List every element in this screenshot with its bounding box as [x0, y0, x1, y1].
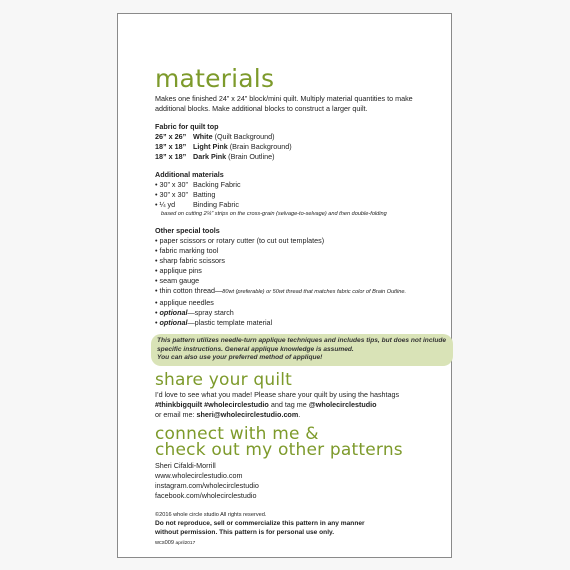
- additional-qty: • 30” x 30”: [155, 180, 188, 189]
- tool-item: • paper scissors or rotary cutter (to cut out templates): [155, 236, 325, 245]
- facebook-link[interactable]: facebook.com/wholecirclestudio: [155, 491, 257, 501]
- tool-item: [155, 308, 445, 318]
- tool-item: [155, 318, 445, 328]
- instagram-handle: @wholecirclestudio: [308, 400, 377, 410]
- callout-text-2: You can also use your preferred method of applique!: [157, 354, 323, 362]
- additional-item: Batting: [193, 190, 216, 199]
- email-link[interactable]: sheri@wholecirclestudio.com: [196, 410, 299, 420]
- fabric-name: Light Pink: [193, 142, 228, 151]
- connect-section: [155, 426, 445, 501]
- tool-bullet: •: [155, 317, 160, 327]
- applique-callout: [151, 334, 453, 366]
- tool-item: • sharp fabric scissors: [155, 256, 226, 266]
- pattern-code-line: [155, 539, 445, 548]
- tool-bullet: •: [155, 307, 160, 317]
- fabric-row: [155, 152, 445, 162]
- fabric-row: [155, 132, 445, 142]
- fabric-detail: (Quilt Background): [214, 132, 275, 141]
- connect-heading-2: check out my other patterns: [155, 440, 403, 461]
- footer: [155, 511, 445, 548]
- fabric-title: Fabric for quilt top: [155, 122, 219, 131]
- tools-title: Other special tools: [155, 226, 220, 235]
- fabric-detail: (Brain Background): [229, 142, 292, 151]
- instagram-link[interactable]: instagram.com/wholecirclestudio: [155, 481, 259, 491]
- page-content: [155, 66, 445, 548]
- copyright: ©2016 whole circle studio All rights reserved.: [155, 512, 267, 519]
- additional-title: Additional materials: [155, 170, 224, 179]
- optional-label: optional: [159, 307, 188, 317]
- additional-row: [155, 200, 445, 210]
- share-mid: and tag me: [268, 400, 309, 410]
- optional-label: optional: [159, 317, 188, 327]
- email-line: [155, 410, 445, 420]
- tools-section: [155, 226, 445, 328]
- fabric-size: 18” x 18”: [155, 142, 187, 151]
- share-section: [155, 372, 445, 420]
- fabric-name: Dark Pink: [193, 152, 227, 161]
- callout-text: This pattern utilizes needle-turn applique techniques and includes tips, but does not include specific instructions. General applique knowledge is assumed.: [157, 336, 447, 353]
- fabric-name: White: [193, 132, 213, 141]
- tool-text: —spray starch: [187, 307, 234, 317]
- materials-heading: materials: [155, 64, 275, 93]
- additional-row: [155, 190, 445, 200]
- connect-heading: connect with me &: [155, 424, 319, 445]
- share-heading: share your quilt: [155, 370, 293, 391]
- tool-text: • thin cotton thread—: [155, 286, 223, 296]
- additional-row: [155, 180, 445, 190]
- hashtags: #thinkbigquilt #wholecirclestudio: [155, 400, 269, 410]
- tool-item: • fabric marking tool: [155, 246, 219, 256]
- additional-item: Backing Fabric: [193, 180, 241, 189]
- share-line: I’d love to see what you made! Please share your quilt by using the hashtags: [155, 390, 400, 400]
- tool-item: • seam gauge: [155, 276, 200, 286]
- tool-note: 80wt (preferable) or 50wt thread that matches fabric color of Brain Outline.: [222, 289, 406, 296]
- website-link[interactable]: www.wholecirclestudio.com: [155, 471, 243, 481]
- additional-qty: • ¼ yd: [155, 200, 176, 209]
- usage-notice: Do not reproduce, sell or commercialize this pattern in any manner without permission. This pattern is for personal use only.: [155, 520, 365, 537]
- tool-item: • applique pins: [155, 266, 202, 276]
- email-prefix: or email me:: [155, 410, 197, 420]
- fabric-size: 18” x 18”: [155, 152, 187, 161]
- share-text: [155, 390, 445, 410]
- tool-item: [155, 286, 445, 297]
- pattern-date: april2017: [175, 541, 196, 547]
- pattern-code: wcs009: [155, 540, 174, 547]
- additional-section: [155, 170, 445, 218]
- intro-text: Makes one finished 24” x 24” block/mini quilt. Multiply material quantities to make additional blocks. Make additional blocks to construct a larger quilt.: [155, 94, 413, 113]
- fabric-size: 26” x 26”: [155, 132, 187, 141]
- binding-note: based on cutting 2¼” strips on the cross-grain (selvage-to-selvage) and then double-folding: [161, 211, 387, 217]
- tool-item: • applique needles: [155, 297, 214, 307]
- additional-item: Binding Fabric: [193, 200, 239, 209]
- fabric-detail: (Brain Outline): [228, 152, 275, 161]
- additional-qty: • 30” x 30”: [155, 190, 188, 199]
- fabric-row: [155, 142, 445, 152]
- pattern-page: [117, 13, 452, 558]
- author-name: Sheri Cifaldi-Morrill: [155, 461, 216, 471]
- tool-text: —plastic template material: [187, 317, 273, 327]
- email-suffix: .: [298, 410, 301, 420]
- fabric-section: [155, 122, 445, 162]
